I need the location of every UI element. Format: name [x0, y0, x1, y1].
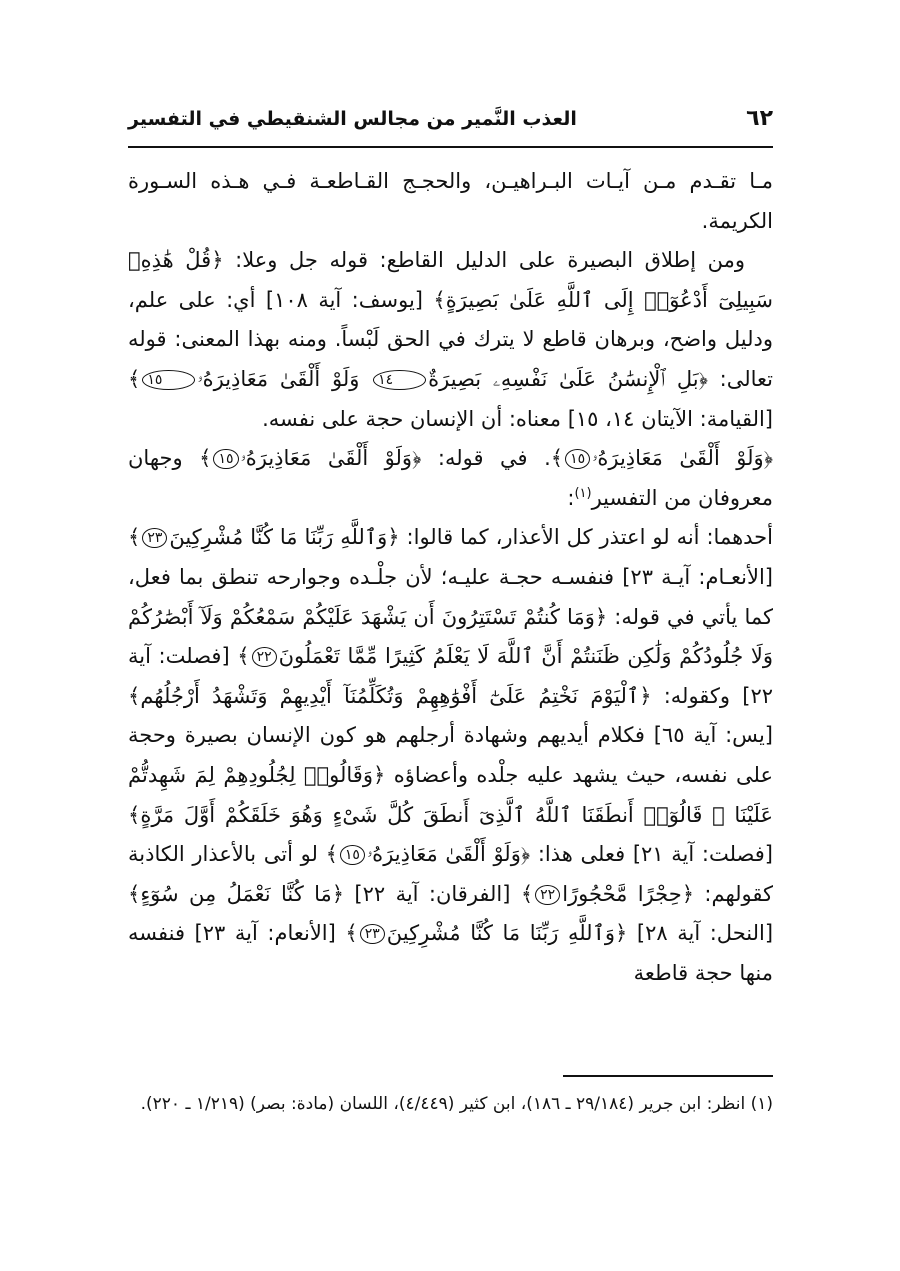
- quran-quote: حِجْرًا مَّحْجُورًا: [562, 881, 682, 906]
- quran-quote: بَلِ ٱلْإِنسَٰنُ عَلَىٰ نَفْسِهِۦ بَصِيرَةٌ: [428, 366, 699, 391]
- footnote-separator: [563, 1075, 773, 1077]
- body-text: [128, 162, 773, 993]
- paragraph: [128, 518, 773, 993]
- quran-open-bracket: ﴿: [698, 366, 708, 391]
- quran-quote: وَلَوْ أَلْقَىٰ مَعَاذِيرَهُۥ: [240, 446, 413, 471]
- book-page: [128, 100, 773, 1200]
- quran-quote: وَٱللَّهِ رَبِّنَا مَا كُنَّا مُشْرِكِينَ: [169, 525, 388, 550]
- footnote: (١) انظر: ابن جرير (٢٩/١٨٤ ـ ١٨٦)، ابن كثير (٤/٤٤٩)، اللسان (مادة: بصر) (١/٢١٩ ـ ٢٢٠).: [140, 1094, 773, 1114]
- body-text-run: أحدهما: أنه لو اعتذر كل الأعذار، كما قالوا:: [399, 525, 773, 550]
- quran-quote: وَٱللَّهِ رَبِّنَا مَا كُنَّا مُشْرِكِينَ: [386, 921, 616, 946]
- verse-number-marker: ١٥: [213, 449, 238, 469]
- quran-quote: ٱلْيَوْمَ نَخْتِمُ عَلَىٰٓ أَفْوَٰهِهِمْ وَتُكَلِّمُنَآ أَيْدِيهِمْ وَتَشْهَدُ أَرْجُلُهُم: [140, 683, 640, 708]
- quran-close-bracket: ﴾: [128, 802, 141, 827]
- body-text-run: ومن إطلاق البصيرة على الدليل القاطع: قوله جل وعلا:: [223, 248, 746, 273]
- body-text-run: [يس: آية ٦٥] فكلام أيديهم وشهادة أرجلهم هو كون الإنسان بصيرة وحجة على نفسه، حيث يشهد عليه جلْده وأعضاؤه: [128, 723, 773, 787]
- body-text-run: مـا تقـدم مـن آيـات البـراهيـن، والحجـج القـاطعـة فـي هـذه السـورة الكريمة.: [128, 169, 773, 233]
- body-text-run: [يوسف: آية ١٠٨] أي: على علم، ودليل واضح، وبرهان قاطع لا يترك في الحق لَبْساً. ومنه بهذا المعنى: قوله تعالى:: [128, 287, 774, 391]
- verse-number-marker: ٢٣: [360, 924, 385, 944]
- quran-quote: قُلْ هَٰذِهِۦ سَبِيلِىٓ أَدْعُوٓا۟ إِلَى ٱللَّهِ عَلَىٰ بَصِيرَةٍ: [128, 248, 773, 312]
- body-text-run: وجهان معروفان من التفسير: [128, 446, 773, 510]
- body-text-run: [الأنعام: آية ٢٣] فنفسه منها حجة قاطعة: [128, 921, 773, 985]
- quran-open-bracket: ﴿: [331, 881, 345, 906]
- quran-quote: وَقَالُوا۟ لِجُلُودِهِمْ لِمَ شَهِدتُّمْ عَلَيْنَا ۖ قَالُوٓا۟ أَنطَقَنَا ٱللَّهُ ٱلَّذِىٓ أَنطَقَ كُلَّ شَىْءٍ وَهُوَ خَلَقَكُمْ أَوَّلَ مَرَّةٍ: [128, 762, 773, 827]
- paragraph: [128, 162, 773, 241]
- paragraph: [128, 439, 773, 518]
- book-title: العذب النَّمير من مجالس الشنقيطي في التفسير: [128, 108, 577, 130]
- quran-close-bracket: ﴾: [520, 881, 534, 906]
- quran-close-bracket: ﴾: [345, 921, 358, 946]
- quran-open-bracket: ﴿: [412, 446, 422, 471]
- body-text-run: [الفرقان: آية ٢٢]: [344, 881, 521, 906]
- quran-open-bracket: ﴿: [520, 842, 531, 867]
- body-text-run: [النحل: آية ٢٨]: [627, 921, 774, 946]
- quran-open-bracket: ﴿: [594, 604, 608, 629]
- quran-open-bracket: ﴿: [387, 525, 400, 550]
- quran-close-bracket: ﴾: [128, 683, 141, 708]
- quran-close-bracket: ﴾: [128, 525, 141, 550]
- verse-number-marker: ٢٢: [535, 885, 560, 905]
- quran-open-bracket: ﴿: [372, 762, 386, 787]
- body-text-run: [فصلت: آية ٢٢] وكقوله:: [128, 644, 773, 708]
- body-text-run: [فصلت: آية ٢١] فعلى هذا:: [530, 842, 773, 867]
- quran-close-bracket: ﴾: [325, 842, 338, 867]
- verse-number-marker: ١٤: [373, 370, 426, 390]
- quran-quote: وَلَوْ أَلْقَىٰ مَعَاذِيرَهُۥ: [366, 842, 521, 867]
- verse-number-marker: ٢٣: [142, 528, 167, 548]
- verse-number-marker: ٢٢: [252, 647, 277, 667]
- paragraph: [128, 241, 773, 439]
- quran-open-bracket: ﴿: [681, 881, 695, 906]
- body-text-run: [الأنعـام: آيـة ٢٣] فنفسـه حجـة عليـه؛ لأن جلْـده وجوارحه تنطق بما فعل، كما يأتي في قوله:: [128, 564, 773, 629]
- body-text-run: [القيامة: الآيتان ١٤، ١٥] معناه: أن الإنسان حجة على نفسه.: [262, 406, 773, 431]
- quran-quote: مَا كُنَّا نَعْمَلُ مِن سُوٓءٍ: [140, 881, 332, 906]
- quran-quote: وَلَوْ أَلْقَىٰ مَعَاذِيرَهُۥ: [197, 366, 372, 391]
- quran-open-bracket: ﴿: [763, 446, 773, 471]
- footnote-reference: (١): [574, 485, 592, 501]
- quran-quote: وَمَا كُنتُمْ تَسْتَتِرُونَ أَن يَشْهَدَ عَلَيْكُمْ سَمْعُكُمْ وَلَآ أَبْصَٰرُكُمْ وَلَا جُلُودُكُمْ وَلَٰكِن ظَنَنتُمْ أَنَّ ٱللَّهَ لَا يَعْلَمُ كَثِيرًا مِّمَّا تَعْمَلُونَ: [128, 604, 773, 669]
- quran-open-bracket: ﴿: [615, 921, 628, 946]
- running-header: [128, 100, 773, 148]
- page-number: ٦٢: [746, 106, 773, 131]
- quran-open-bracket: ﴿: [211, 248, 224, 273]
- quran-close-bracket: ﴾: [237, 644, 250, 669]
- quran-close-bracket: ﴾: [550, 446, 564, 471]
- verse-number-marker: ١٥: [340, 845, 365, 865]
- body-text-run: . في قوله:: [421, 446, 551, 471]
- quran-close-bracket: ﴾: [199, 446, 212, 471]
- quran-close-bracket: ﴾: [433, 287, 446, 312]
- quran-open-bracket: ﴿: [639, 683, 652, 708]
- verse-number-marker: ١٥: [565, 449, 590, 469]
- body-text-run: لو أتى بالأعذار الكاذبة كقولهم:: [128, 842, 773, 906]
- body-text-run: :: [567, 485, 575, 510]
- quran-close-bracket: ﴾: [128, 366, 141, 391]
- quran-close-bracket: ﴾: [128, 881, 141, 906]
- verse-number-marker: ١٥: [142, 370, 195, 390]
- quran-quote: وَلَوْ أَلْقَىٰ مَعَاذِيرَهُۥ: [592, 446, 764, 471]
